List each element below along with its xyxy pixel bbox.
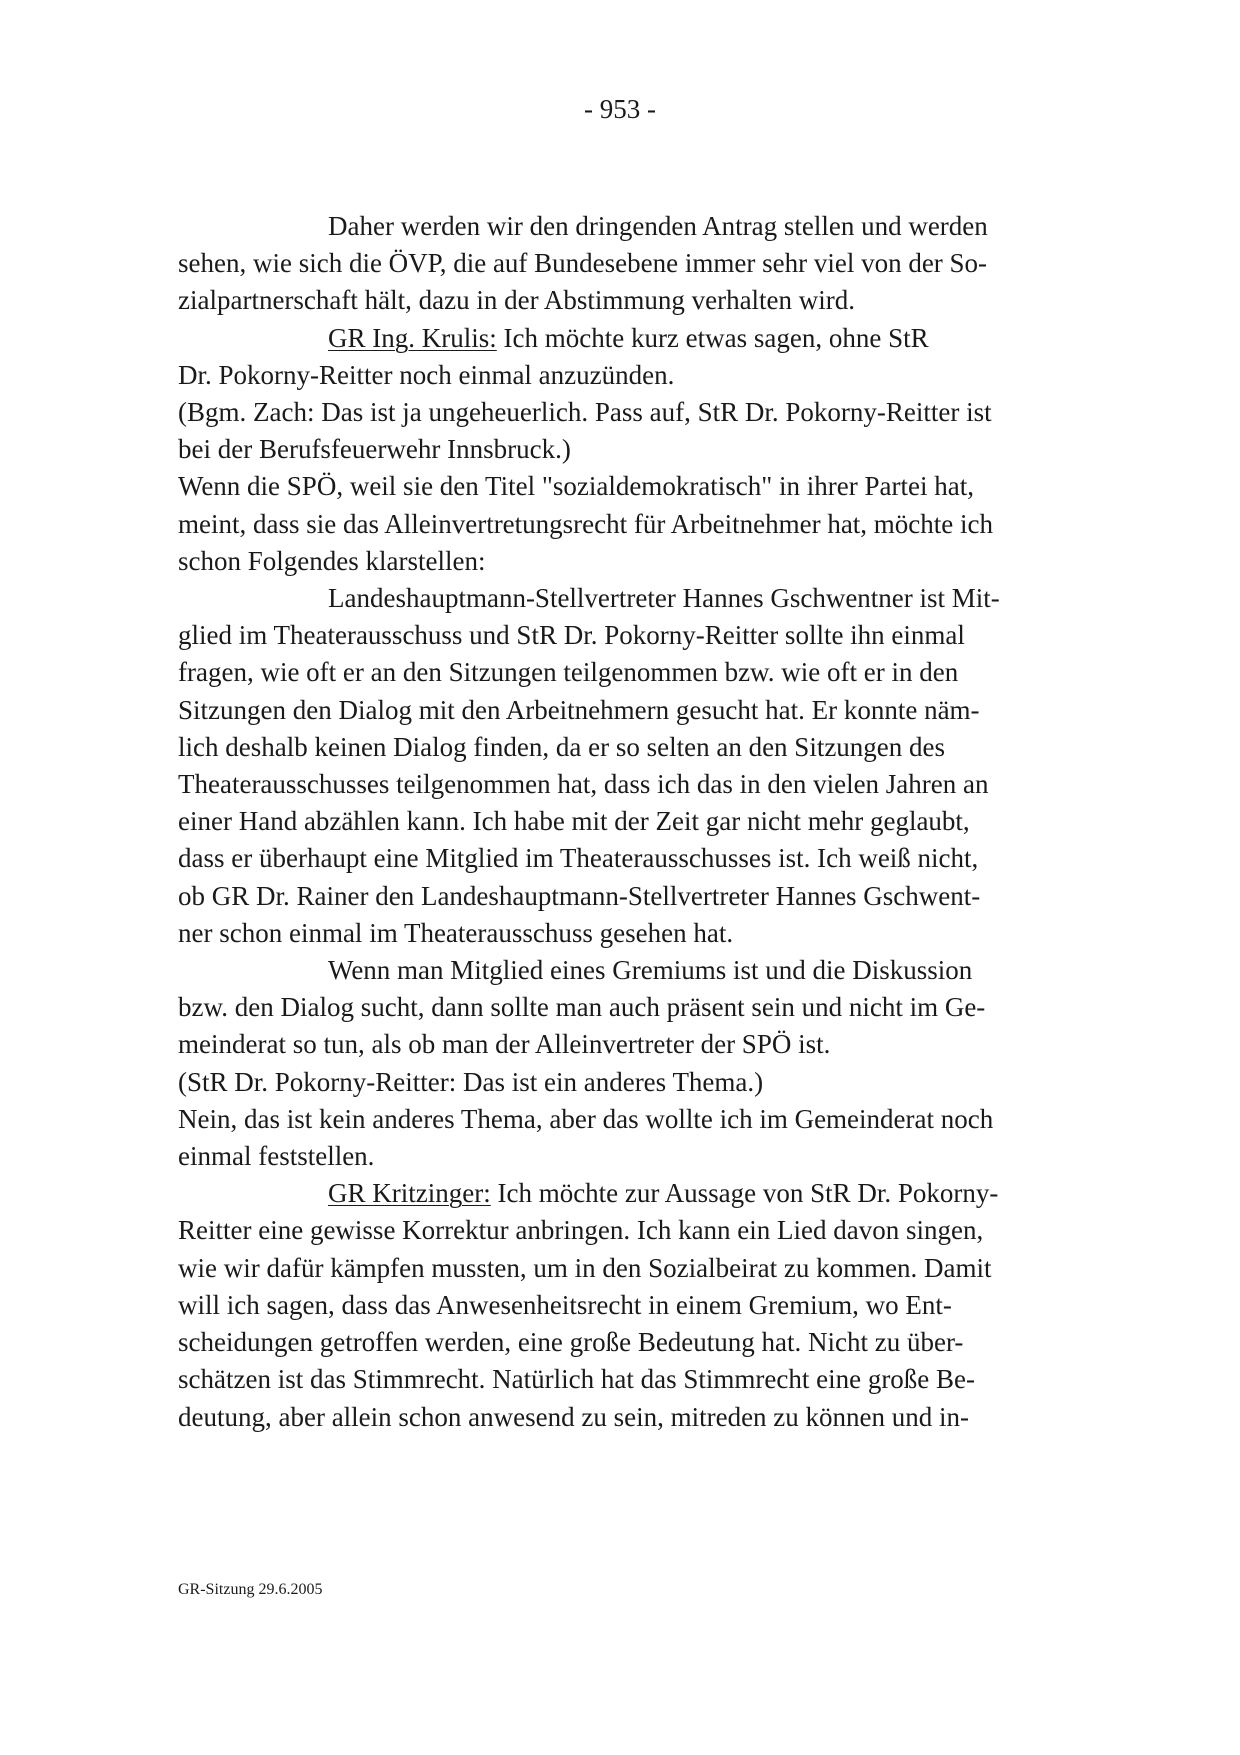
text-line: Wenn man Mitglied eines Gremiums ist und die Diskussion [328, 955, 973, 986]
text-line: meinderat so tun, als ob man der Alleinvertreter der SPÖ ist. [178, 1029, 831, 1060]
text-line: Nein, das ist kein anderes Thema, aber das wollte ich im Gemeinderat noch [178, 1103, 994, 1134]
text-line: meint, dass sie das Alleinvertretungsrecht für Arbeitnehmer hat, möchte ich [178, 508, 994, 539]
text-line: ner schon einmal im Theaterausschuss gesehen hat. [178, 917, 734, 948]
text-line: lich deshalb keinen Dialog finden, da er so selten an den Sitzungen des [178, 731, 946, 762]
text-line: fragen, wie oft er an den Sitzungen teilgenommen bzw. wie oft er in den [178, 657, 959, 688]
text-line: zialpartnerschaft hält, dazu in der Abstimmung verhalten wird. [178, 285, 856, 316]
text-line: Landeshauptmann-Stellvertreter Hannes Gschwentner ist Mit- [328, 583, 1000, 614]
text-line: (Bgm. Zach: Das ist ja ungeheuerlich. Pass auf, StR Dr. Pokorny-Reitter ist [178, 397, 992, 428]
text-line: sehen, wie sich die ÖVP, die auf Bundesebene immer sehr viel von der So- [178, 248, 988, 279]
text-line: einer Hand abzählen kann. Ich habe mit der Zeit gar nicht mehr geglaubt, [178, 806, 970, 837]
text-line: Theaterausschusses teilgenommen hat, dass ich das in den vielen Jahren an [178, 769, 989, 800]
text-line: Reitter eine gewisse Korrektur anbringen. Ich kann ein Lied davon singen, [178, 1215, 984, 1246]
text-line: scheidungen getroffen werden, eine große Bedeutung hat. Nicht zu über- [178, 1327, 964, 1358]
text-line: Dr. Pokorny-Reitter noch einmal anzuzünden. [178, 359, 675, 390]
text-line: einmal feststellen. [178, 1141, 375, 1172]
speaker-name: GR Kritzinger: [328, 1178, 491, 1209]
text-line: wie wir dafür kämpfen mussten, um in den Sozialbeirat zu kommen. Damit [178, 1252, 992, 1283]
text-line: GR Ing. Krulis: Ich möchte kurz etwas sagen, ohne StR [328, 322, 929, 353]
text-line: Daher werden wir den dringenden Antrag stellen und werden [328, 211, 988, 241]
body-text [178, 208, 1068, 1436]
text-line: bei der Berufsfeuerwehr Innsbruck.) [178, 434, 571, 465]
text-line: ob GR Dr. Rainer den Landeshauptmann-Stellvertreter Hannes Gschwent- [178, 880, 981, 911]
text-line: Sitzungen den Dialog mit den Arbeitnehmern gesucht hat. Er konnte näm- [178, 694, 980, 725]
text-line: Wenn die SPÖ, weil sie den Titel "sozialdemokratisch" in ihrer Partei hat, [178, 471, 974, 502]
text-line: schon Folgendes klarstellen: [178, 545, 486, 576]
page-number: - 953 - [584, 94, 656, 124]
text-line: bzw. den Dialog sucht, dann sollte man auch präsent sein und nicht im Ge- [178, 992, 986, 1023]
text-line: schätzen ist das Stimmrecht. Natürlich hat das Stimmrecht eine große Be- [178, 1364, 976, 1395]
speaker-name: GR Ing. Krulis: [328, 322, 497, 353]
text-line: dass er überhaupt eine Mitglied im Theaterausschusses ist. Ich weiß nicht, [178, 843, 979, 874]
text-line: (StR Dr. Pokorny-Reitter: Das ist ein anderes Thema.) [178, 1066, 764, 1097]
text-line: will ich sagen, dass das Anwesenheitsrecht in einem Gremium, wo Ent- [178, 1289, 952, 1320]
text-line: GR Kritzinger: Ich möchte zur Aussage von StR Dr. Pokorny- [328, 1178, 999, 1209]
page-footer: GR-Sitzung 29.6.2005 [178, 1581, 323, 1598]
text-line: deutung, aber allein schon anwesend zu sein, mitreden zu können und in- [178, 1401, 970, 1432]
text-line: glied im Theaterausschuss und StR Dr. Pokorny-Reitter sollte ihn einmal [178, 620, 965, 651]
